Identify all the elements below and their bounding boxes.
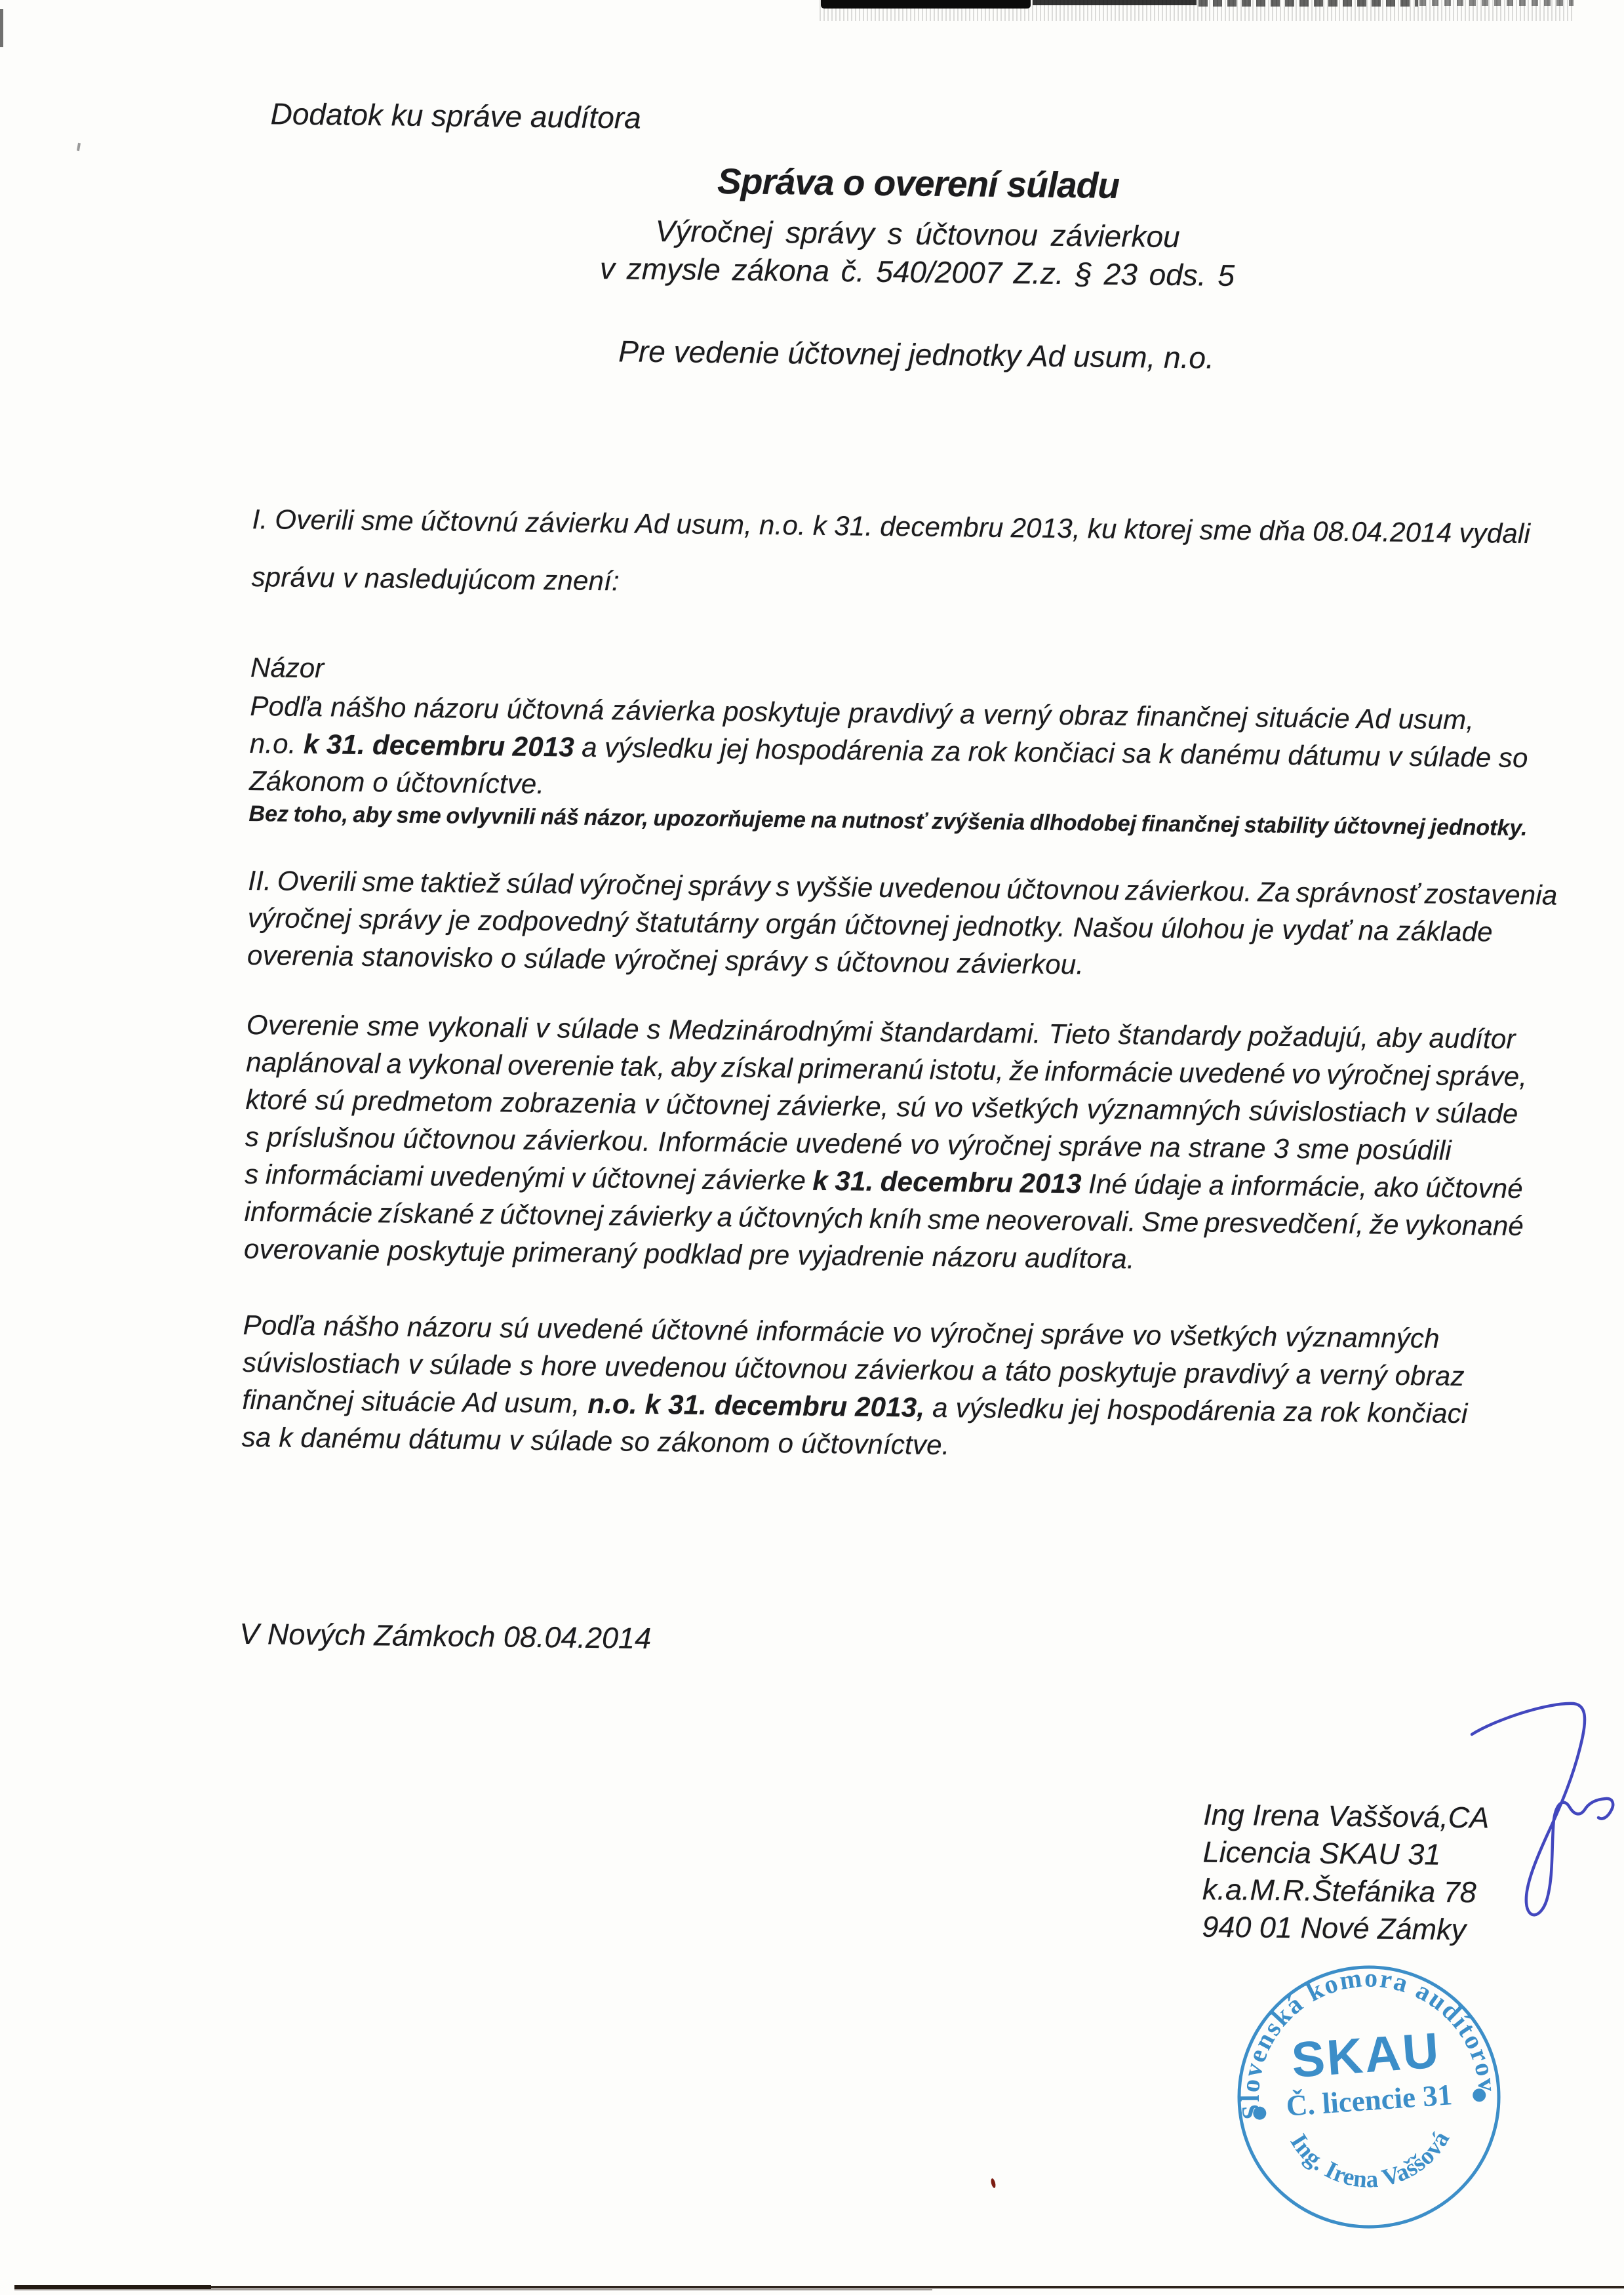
document-type-note: Dodatok ku správe audítora	[270, 96, 642, 135]
scan-artifact-top-bar	[1033, 0, 1197, 5]
signature-stroke	[1472, 1704, 1613, 1915]
paragraph-conclusion	[241, 1306, 1521, 1470]
scan-artifact-top-bar	[1198, 0, 1418, 7]
paragraph-opinion	[249, 687, 1529, 814]
opinion-heading: Názor	[250, 651, 325, 684]
text-segment: a výsledku jej hospodárenia za rok končiaci	[924, 1391, 1468, 1429]
text-segment: finančnej situácie Ad usum,	[242, 1384, 588, 1419]
text-segment: informácie získané z účtovnej závierky a účtovných kníh sme neoverovali. Sme presvedčení, že vykonané	[244, 1195, 1524, 1242]
auditor-license: Licencia SKAU 31	[1202, 1835, 1441, 1871]
text-segment: n.o.	[249, 727, 304, 759]
stamp-license-text: Č. licencie 31	[1285, 2078, 1454, 2123]
text-segment: Zákonom o účtovníctve.	[248, 765, 545, 800]
document-subtitle: Výročnej správy s účtovnou závierkou	[655, 213, 1180, 254]
paragraph-scope-of-verification	[243, 1006, 1528, 1282]
document-title: Správa o overení súladu	[717, 161, 1120, 206]
text-segment: II. Overili sme taktiež súlad výročnej správy s vyššie uvedenou účtovnou závierkou. Za správnosť zostavenia	[248, 864, 1558, 911]
scan-artifact-top-bar	[821, 0, 1031, 9]
text-segment: overenia stanovisko o súlade výročnej správy s účtovnou závierkou.	[247, 939, 1084, 980]
text-segment: overovanie poskytuje primeraný podklad pre vyjadrenie názoru audítora.	[243, 1233, 1135, 1275]
handwritten-signature	[1351, 1675, 1624, 1990]
text-segment: s informáciami uvedenými v účtovnej závierke	[245, 1158, 813, 1196]
scan-artifact-top-bar	[1419, 0, 1574, 6]
bold-text-segment: k 31. decembru 2013	[303, 728, 575, 763]
bold-text-segment: k 31. decembru 2013	[812, 1165, 1082, 1199]
recipient-line: Pre vedenie účtovnej jednotky Ad usum, n.o.	[618, 334, 1215, 375]
skau-round-stamp	[1225, 1953, 1513, 2241]
document-subtitle-law-reference: v zmysle zákona č. 540/2007 Z.z. § 23 ods. 5	[599, 250, 1235, 292]
text-segment: výročnej správy je zodpovedný štatutárny orgán účtovnej jednotky. Našou úlohou je vydať na základe	[247, 902, 1494, 948]
bold-text-segment: n.o. k 31. decembru 2013,	[587, 1387, 925, 1423]
text-segment: správu v nasledujúcom znení:	[251, 561, 620, 597]
place-date-line: V Nových Zámkoch 08.04.2014	[239, 1616, 652, 1656]
scan-artifact-bottom-edge-line	[14, 2286, 1624, 2288]
text-segment: a výsledku jej hospodárenia za rok končiaci sa k danému dátumu v súlade so	[574, 731, 1528, 774]
scan-artifact-left-edge	[0, 9, 3, 47]
paragraph-introduction	[251, 490, 1531, 620]
text-segment: Iné údaje a informácie, ako účtovné	[1081, 1168, 1524, 1205]
auditor-street: k.a.M.R.Štefánika 78	[1202, 1872, 1476, 1909]
scan-artifact-bottom-edge-line	[14, 2289, 932, 2290]
text-segment: ktoré sú predmetom zobrazenia v účtovnej závierke, sú vo všetkých významných súvislostiach v súlade	[245, 1083, 1518, 1129]
text-segment: Podľa nášho názoru účtovná závierka poskytuje pravdivý a verný obraz finančnej situácie Ad usum,	[250, 690, 1475, 736]
scan-artifact-bottom-edge-line	[14, 2285, 211, 2289]
stamp-abbr-text: SKAU	[1290, 2022, 1442, 2088]
text-segment: Overenie sme vykonali v súlade s Medzinárodnými štandardami. Tieto štandardy požadujú, aby audítor	[246, 1008, 1516, 1054]
text-segment: súvislostiach v súlade s hore uvedenou účtovnou závierkou a táto poskytuje pravdivý a verný obraz	[242, 1346, 1465, 1392]
stamp-organization-arc-text: Slovenská komora audítorov	[1235, 1963, 1503, 2121]
text-segment: I. Overili sme účtovnú závierku Ad usum, n.o. k 31. decembru 2013, ku ktorej sme dňa 08.04.2014 vydali	[252, 503, 1531, 549]
text-segment: sa k danému dátumu v súlade so zákonom o účtovníctve.	[241, 1421, 950, 1461]
paragraph-annual-report-check	[247, 862, 1558, 988]
auditor-name: Ing Irena Vaššová,CA	[1203, 1797, 1490, 1835]
text-segment: naplánoval a vykonal overenie tak, aby získal primeranú istotu, že informácie uvedené vo výročnej správe,	[245, 1046, 1528, 1092]
stamp-holder-arc-text: Ing. Irena Vaššová	[1284, 2126, 1456, 2193]
text-segment: Podľa nášho názoru sú uvedené účtovné informácie vo výročnej správe vo všetkých významných	[243, 1309, 1440, 1354]
text-segment: s príslušnou účtovnou závierkou. Informácie uvedené vo výročnej správe na strane 3 sme posúdili	[245, 1121, 1452, 1166]
text-segment: Bez toho, aby sme ovlyvnili náš názor, upozorňujeme na nutnosť zvýšenia dlhodobej finančnej stability účtovnej jednotky.	[248, 801, 1528, 841]
auditor-city: 940 01 Nové Zámky	[1202, 1909, 1467, 1947]
